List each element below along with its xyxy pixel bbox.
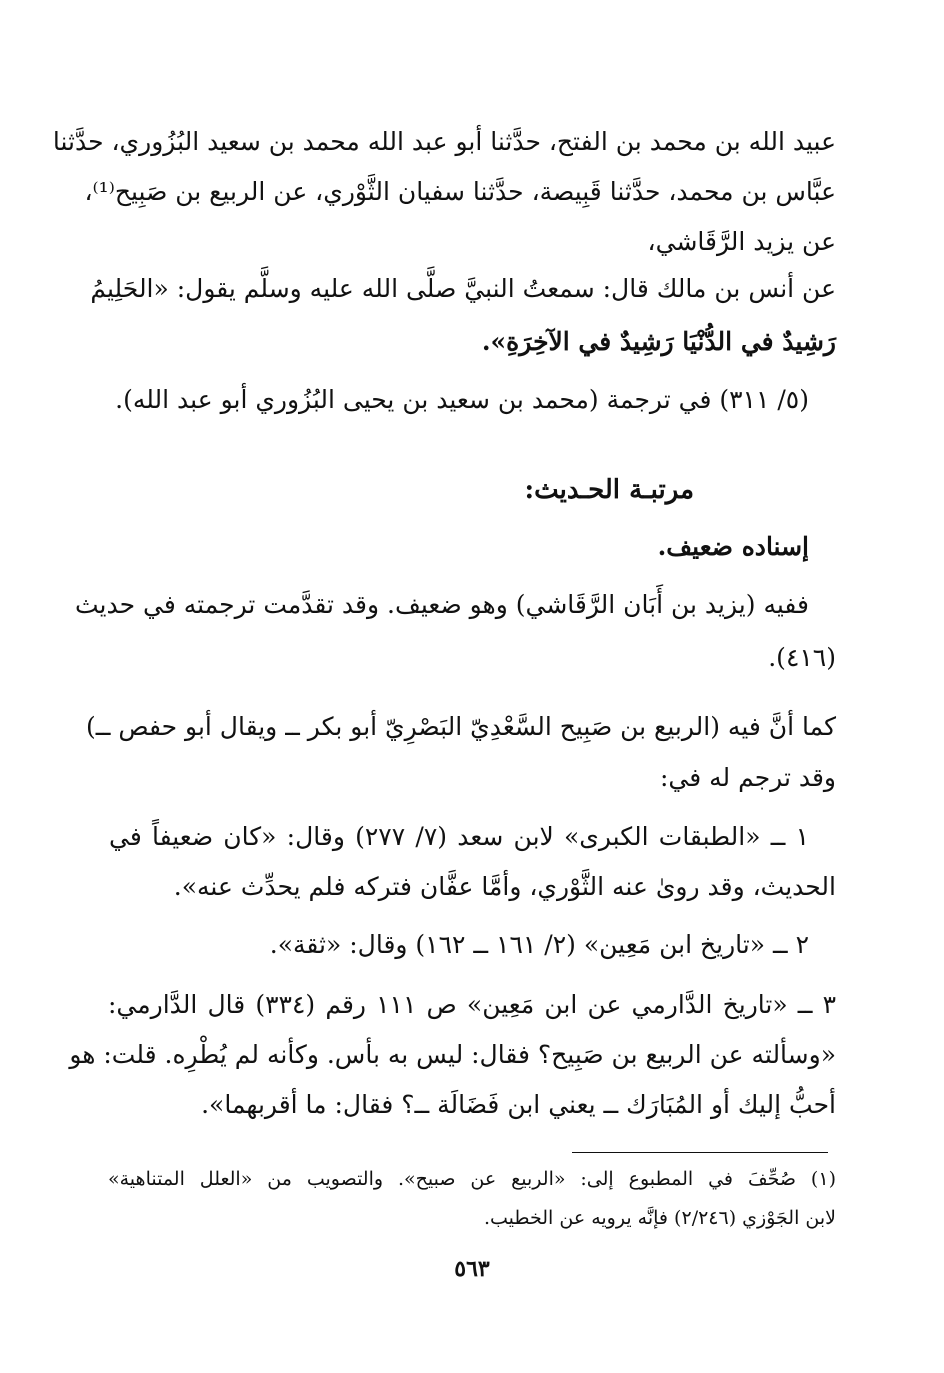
footnote-separator bbox=[572, 1152, 828, 1153]
text-line: عن يزيد الرَّقَاشي، bbox=[647, 227, 836, 256]
section-heading: مرتبـة الحـديث: bbox=[524, 475, 694, 505]
list-item-line: الحديث، وقد روىٰ عنه الثَّوْري، وأمَّا عفَّان فتركه فلم يحدِّث عنه». bbox=[173, 872, 836, 901]
list-item-line: أحبُّ إليك أو المُبَارَك ــ يعني ابن فَضَالَة ــ؟ فقال: ما أقربهما». bbox=[201, 1090, 836, 1119]
hadith-text-line: رَشِيدٌ في الدُّنْيَا رَشِيدٌ في الآخِرَةِ». bbox=[481, 327, 836, 356]
text-line: عبَّاس بن محمد، حدَّثنا قَبِيصة، حدَّثنا سفيان الثَّوْري، عن الربيع بن صَبِيح⁽¹⁾، bbox=[84, 177, 836, 206]
footnote-line: لابن الجَوْزي (٢/٢٤٦) فإنَّه يرويه عن الخطيب. bbox=[483, 1207, 836, 1229]
footnote-line: (١) صُحِّفَ في المطبوع إلى: «الربيع عن صبيح». والتصويب من «العلل المتناهية» bbox=[108, 1168, 836, 1190]
text-line: كما أنَّ فيه (الربيع بن صَبِيح السَّعْدِيّ البَصْرِيّ أبو بكر ــ ويقال أبو حفص ــ) bbox=[86, 712, 836, 741]
list-item-line: «وسألته عن الربيع بن صَبِيح؟ فقال: ليس به بأس. وكأنه لم يُطْرِه. قلت: هو bbox=[69, 1040, 836, 1069]
list-item-line: ٢ ــ «تاريخ ابن مَعِين» (٢/ ١٦١ ــ ١٦٢) وقال: «ثقة». bbox=[269, 930, 809, 959]
list-item-line: ١ ــ «الطبقات الكبرى» لابن سعد (٧/ ٢٧٧) وقال: «كان ضعيفاً في bbox=[109, 822, 809, 851]
list-item-line: ٣ ــ «تاريخ الدَّارمي عن ابن مَعِين» ص ١١١ رقم (٣٣٤) قال الدَّارمي: bbox=[108, 990, 837, 1019]
source-reference: (٥/ ٣١١) في ترجمة (محمد بن سعيد بن يحيى البُزُوري أبو عبد الله). bbox=[115, 385, 809, 414]
hadith-text-line: عن أنس بن مالك قال: سمعتُ النبيَّ صلَّى الله عليه وسلَّم يقول: «الحَلِيمُ bbox=[90, 274, 836, 303]
text-line: (٤١٦). bbox=[768, 643, 836, 672]
text-line: عبيد الله بن محمد بن الفتح، حدَّثنا أبو عبد الله محمد بن سعيد البُزُوري، حدَّثنا bbox=[52, 127, 836, 156]
text-line: وقد ترجم له في: bbox=[659, 763, 836, 792]
text-line: ففيه (يزيد بن أَبَان الرَّقَاشي) وهو ضعيف. وقد تقدَّمت ترجمته في حديث bbox=[75, 590, 809, 619]
page-number: ٥٦٣ bbox=[454, 1256, 490, 1282]
grade-statement: إسناده ضعيف. bbox=[657, 532, 809, 561]
